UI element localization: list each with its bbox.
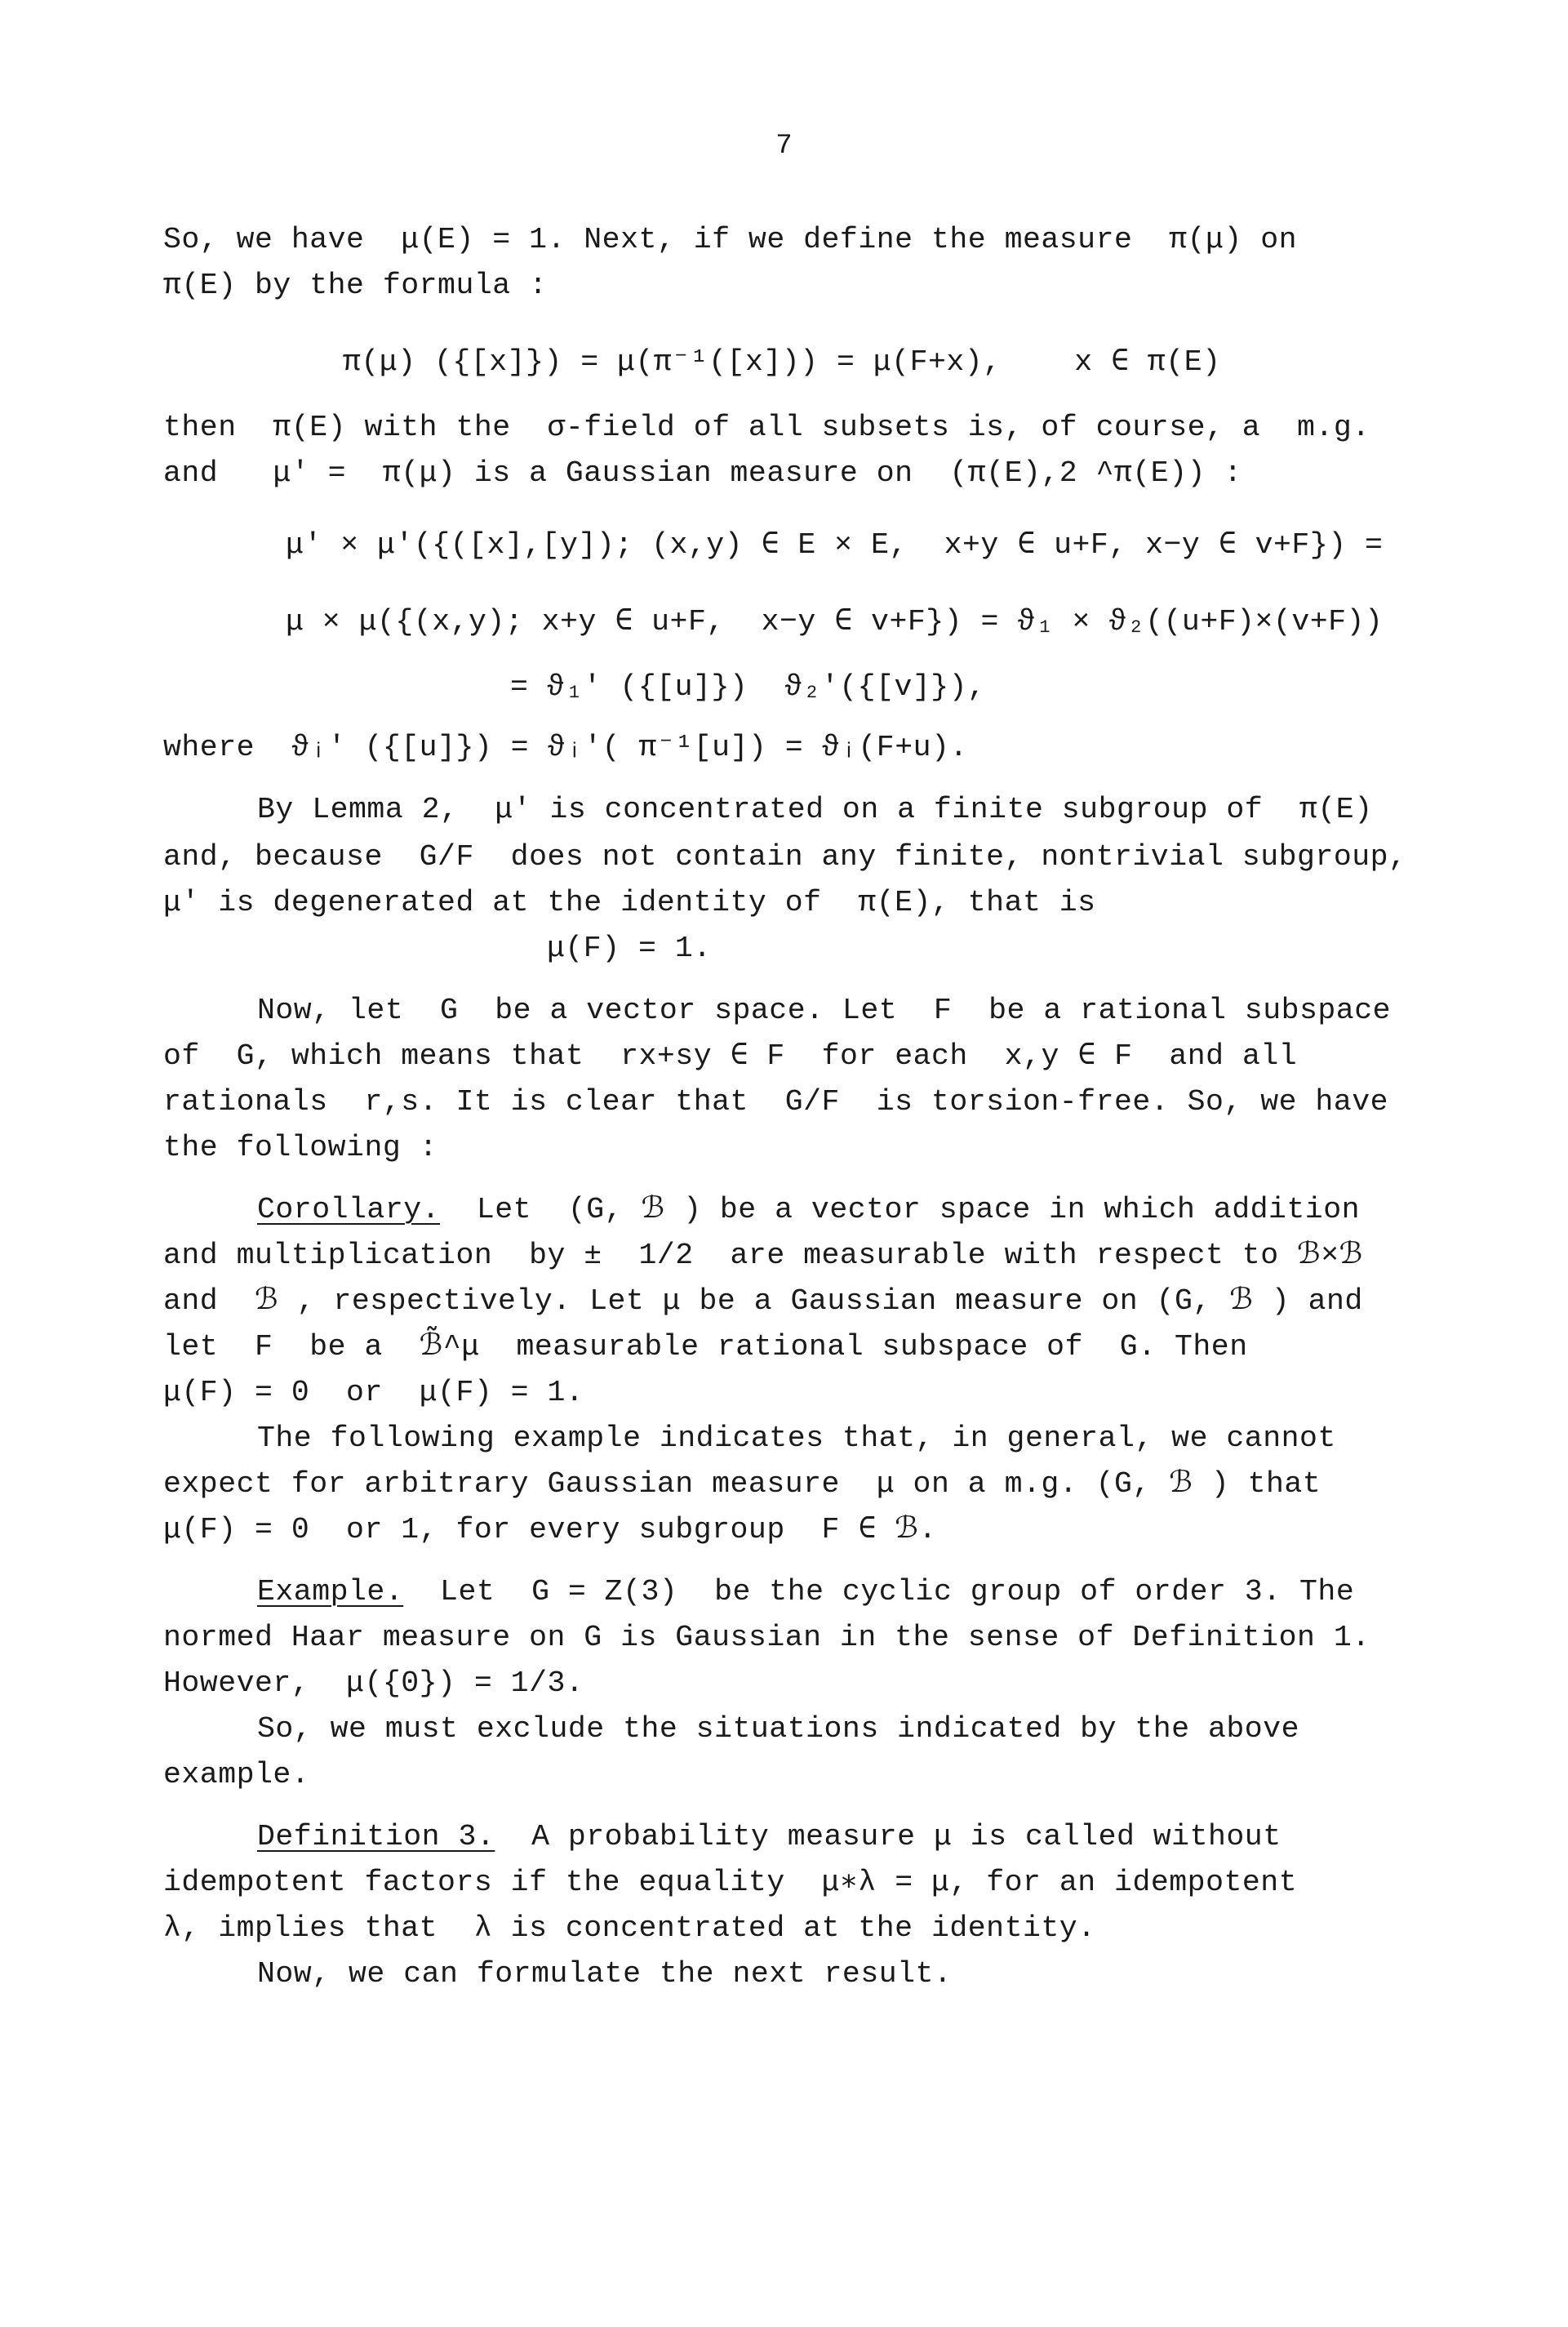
text-line: μ(F) = 0 or 1, for every subgroup F ∈ ℬ. — [163, 1513, 937, 1546]
display-formula: μ′ × μ′({([x],[y]); (x,y) ∈ E × E, x+y ∈ u+F, x−y ∈ v+F}) = — [286, 528, 1384, 562]
text-line: The following example indicates that, in general, we cannot — [257, 1422, 1336, 1455]
text-line: By Lemma 2, μ′ is concentrated on a finite subgroup of π(E) — [257, 793, 1373, 826]
text-line: Let G = Z(3) be the cyclic group of order 3. The — [440, 1575, 1355, 1608]
text-line: and μ′ = π(μ) is a Gaussian measure on (π(E),2 ^π(E)) : — [163, 456, 1242, 490]
text-line: of G, which means that rx+sy ∈ F for each x,y ∈ F and all — [163, 1039, 1298, 1073]
text-line: and multiplication by ± 1/2 are measurable with respect to ℬ×ℬ — [163, 1239, 1363, 1272]
display-formula: π(μ) ({[x]}) = μ(π⁻¹([x])) = μ(F+x), x ∈ π(E) — [343, 345, 1221, 379]
definition-line — [257, 1819, 1281, 1855]
text-line: rationals r,s. It is clear that G/F is torsion-free. So, we have — [163, 1085, 1389, 1119]
text-line: Now, we can formulate the next result. — [257, 1957, 953, 1991]
text-line: where ϑᵢ′ ({[u]}) = ϑᵢ′( π⁻¹[u]) = ϑᵢ(F+u). — [163, 731, 968, 764]
text-line: So, we must exclude the situations indicated by the above — [257, 1712, 1300, 1746]
example-line — [257, 1574, 1354, 1610]
text-line: Now, let G be a vector space. Let F be a rational subspace — [257, 994, 1392, 1027]
text-line: expect for arbitrary Gaussian measure μ on a m.g. (G, ℬ ) that — [163, 1467, 1321, 1501]
display-formula: μ × μ({(x,y); x+y ∈ u+F, x−y ∈ v+F}) = ϑ₁ × ϑ₂((u+F)×(v+F)) — [286, 605, 1384, 638]
text-line: μ′ is degenerated at the identity of π(E), that is — [163, 886, 1096, 919]
text-line: μ(F) = 0 or μ(F) = 1. — [163, 1376, 584, 1409]
text-line: then π(E) with the σ-field of all subsets is, of course, a m.g. — [163, 411, 1370, 444]
text-line: normed Haar measure on G is Gaussian in the sense of Definition 1. — [163, 1621, 1370, 1654]
page-number: 7 — [775, 131, 793, 162]
text-line: and ℬ , respectively. Let μ be a Gaussian measure on (G, ℬ ) and — [163, 1284, 1363, 1318]
example-heading: Example. — [257, 1575, 404, 1608]
text-line: A probability measure μ is called without — [531, 1820, 1281, 1853]
text-line: idempotent factors if the equality μ∗λ = μ, for an idempotent — [163, 1866, 1298, 1899]
display-formula: = ϑ₁′ ({[u]}) ϑ₂′({[v]}), — [510, 670, 986, 704]
definition-heading: Definition 3. — [257, 1820, 495, 1853]
corollary-heading: Corollary. — [257, 1193, 441, 1226]
text-line: let F be a ℬ̃^μ measurable rational subspace of G. Then — [163, 1330, 1248, 1364]
text-line: and, because G/F does not contain any finite, nontrivial subgroup, — [163, 840, 1407, 874]
text-line: example. — [163, 1758, 310, 1791]
display-formula: μ(F) = 1. — [547, 932, 712, 965]
text-line: However, μ({0}) = 1/3. — [163, 1666, 584, 1700]
text-line: Let (G, ℬ ) be a vector space in which addition — [476, 1193, 1361, 1226]
corollary-line — [257, 1192, 1360, 1228]
text-line: So, we have μ(E) = 1. Next, if we define the measure π(μ) on — [163, 223, 1298, 256]
text-line: λ, implies that λ is concentrated at the identity. — [163, 1911, 1096, 1945]
text-line: the following : — [163, 1131, 438, 1164]
text-line: π(E) by the formula : — [163, 269, 548, 302]
